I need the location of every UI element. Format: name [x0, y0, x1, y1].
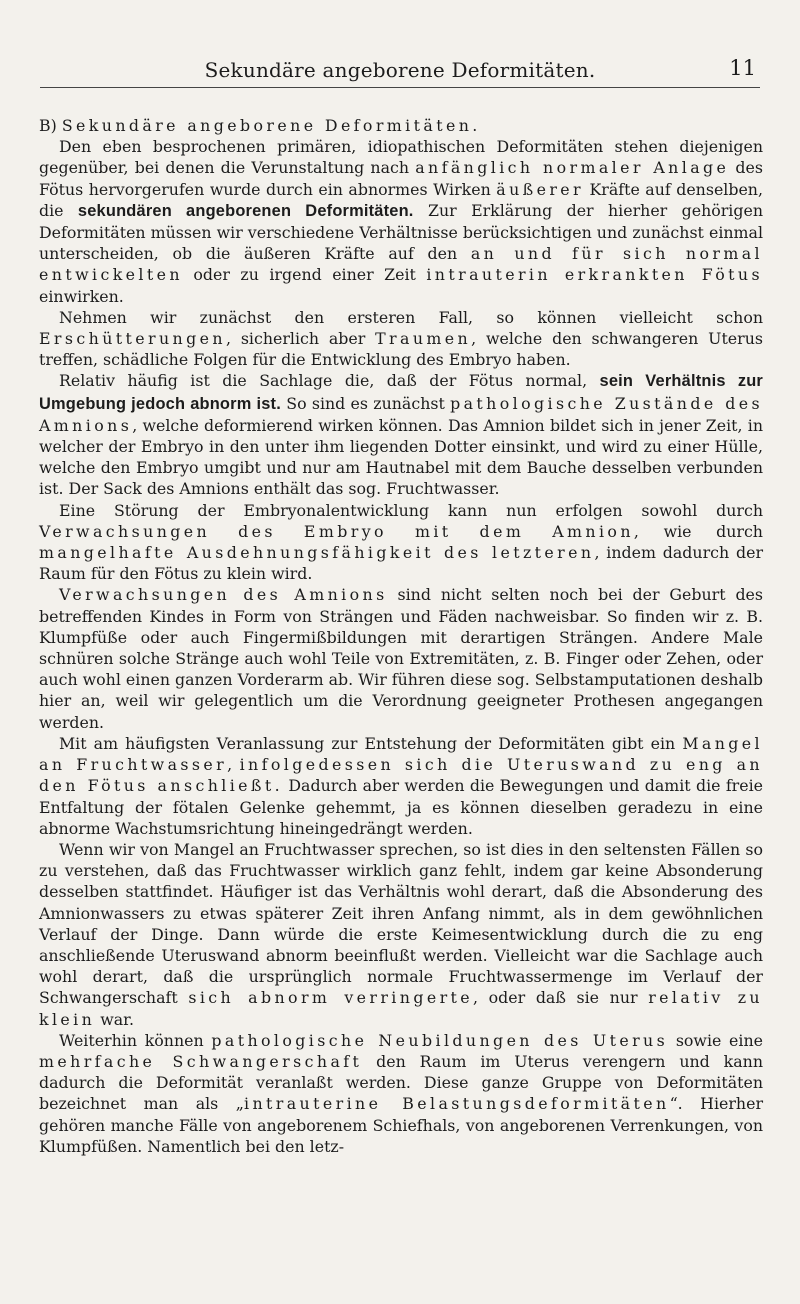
text-run: war. [95, 1009, 135, 1029]
text-run: sowie eine [668, 1030, 763, 1050]
text-run: “. Hierher gehören manche Fälle von angeborenem Schiefhals, von angeborenen Verrenkungen, von Klumpfüßen. Namentlich bei den letz- [39, 1094, 763, 1156]
spaced-emphasis: pathologische Zustände des Amnions [39, 393, 764, 435]
text-run: Wenn wir von Mangel an Fruchtwasser sprechen, so ist dies in den seltensten Fällen so zu verstehen, daß das Fruchtwasser wirklich ganz fehlt, indem gar keine Absonderung desselben stattfindet. Häufiger ist das Verhältnis wohl derart, daß die Absonderung des Amnionwassers zu etwas späterer Zeit ihren Anfang nimmt, als in dem gewöhnlichen Verlauf der Dinge. Dann würde die erste Keimesentwicklung durch die zu eng anschließende Uteruswand abnorm beeinflußt werden. Vielleicht war die Sachlage auch wohl derart, daß die ursprünglich normale Fruchtwassermenge im Verlauf der Schwangerschaft [39, 839, 763, 1008]
text-run: den Raum im Uterus verengern und kann dadurch die Deformität veranlaßt werden. Diese ganze Gruppe von Deformitäten bezeichnet man als „ [39, 1051, 763, 1114]
text-run: Kräfte auf denselben, die [39, 179, 764, 220]
section-heading [39, 115, 763, 136]
paragraph [39, 500, 763, 585]
text-run: , indem dadurch der Raum für den Fötus zu klein wird. [39, 543, 763, 584]
spaced-emphasis: pathologische Neubildungen des Uterus [211, 1030, 669, 1050]
text-run: des Fötus hervorgerufen wurde durch ein abnormes Wirken [39, 158, 763, 199]
text-run: , welche den schwangeren Uterus treffen, schädliche Folgen für die Entwicklung des Embryo haben. [39, 329, 763, 370]
page-number: 11 [729, 56, 756, 80]
header-rule [40, 87, 760, 88]
spaced-emphasis: mehrfache Schwangerschaft [39, 1051, 363, 1071]
text-run: Relativ häufig ist die Sachlage die, daß der Fötus normal, [59, 371, 600, 391]
spaced-emphasis: intrauterin erkrankten Fötus [426, 265, 763, 285]
spaced-emphasis: relativ zu klein [39, 988, 764, 1029]
spaced-emphasis: Verwachsungen des Amnions [59, 585, 388, 605]
paragraph [39, 307, 763, 371]
text-run: Weiterhin können [59, 1030, 212, 1050]
section-label: B) [39, 116, 57, 135]
text-run: Dadurch aber werden die Bewegungen und damit die freie Entfaltung der fötalen Gelenke gehemmt, ja es können dieselben geradezu in eine abnorme Wachstumsrichtung hineingedrängt werden. [39, 776, 763, 838]
paragraph [39, 370, 763, 499]
running-header [0, 58, 800, 90]
text-run: Mit am häufigsten Veranlassung zur Entstehung der Deformitäten gibt ein [59, 733, 683, 753]
spaced-emphasis: intrauterine Belastungsdeformitäten [244, 1094, 670, 1114]
spaced-emphasis: äußerer [496, 179, 584, 199]
text-run: , sicherlich aber [225, 329, 376, 349]
spaced-emphasis: sich abnorm verringerte [188, 988, 474, 1008]
text-run: , welche deformierend wirken können. Das Amnion bildet sich in jener Zeit, in welcher der Embryo in den unter ihm liegenden Dotter einsinkt, und wird zu einer Hülle, welche den Embryo umgibt und nur am Hautnabel mit dem Bauche desselben verbunden ist. Der Sack des Amnions enthält das sog. Fruchtwasser. [39, 415, 763, 499]
body-text [39, 115, 763, 1157]
spaced-emphasis: mangelhafte Ausdehnungsfähigkeit des letzteren [39, 543, 595, 563]
text-run: einwirken. [39, 286, 124, 306]
spaced-emphasis: Erschütterungen [39, 329, 226, 349]
text-run: oder zu irgend einer Zeit [182, 265, 427, 285]
text-run: So sind es zunächst [280, 393, 451, 413]
text-run: Zur Erklärung der hierher gehörigen Deformitäten müssen wir verschiedene Verhältnisse berücksichtigen und zunächst einmal unterscheiden, ob die äußeren Kräfte auf den [39, 200, 763, 264]
bold-emphasis: sein Verhältnis zur Umgebung jedoch abnorm ist. [39, 372, 763, 413]
text-run: sind nicht selten noch bei der Geburt des betreffenden Kindes in Form von Strängen und Fäden nachweisbar. So finden wir z. B. Klumpfüße oder auch Fingermißbildungen mit derartigen Strängen. Andere Male schnüren solche Stränge auch wohl Teile von Extremitäten, z. B. Finger oder Zehen, oder auch wohl einen ganzen Vorderarm ab. Wir führen diese sog. Selbstamputationen deshalb hier an, weil wir gelegentlich um die Verordnung geeigneter Prothesen angegangen werden. [39, 585, 764, 732]
paragraph [39, 733, 763, 839]
text-run: Nehmen wir zunächst den ersteren Fall, so können vielleicht schon [59, 307, 763, 327]
bold-emphasis: sekundären angeborenen Deformitäten. [77, 201, 414, 220]
text-run: , wie durch [633, 521, 763, 541]
text-run: Eine Störung der Embryonalentwicklung kann nun erfolgen sowohl durch [59, 500, 763, 520]
spaced-emphasis: Traumen [375, 329, 472, 349]
paragraph [39, 839, 763, 1030]
section-title: Sekundäre angeborene Deformitäten. [61, 116, 481, 135]
text-run: Den eben besprochenen primären, idiopathischen Deformitäten stehen diejenigen gegenüber, bei denen die Verunstaltung nach [39, 137, 763, 178]
running-title: Sekundäre angeborene Deformitäten. [204, 58, 596, 82]
text-run: , [227, 755, 240, 775]
paragraph [39, 584, 763, 732]
paragraph [39, 136, 763, 307]
spaced-emphasis: an und für sich normal entwickelten [39, 244, 763, 285]
spaced-emphasis: anfänglich normaler Anlage [415, 158, 730, 178]
text-run: , oder daß sie nur [473, 988, 649, 1008]
spaced-emphasis: Verwachsungen des Embryo mit dem Amnion [39, 521, 634, 541]
spaced-emphasis: Mangel an Fruchtwasser [39, 733, 763, 775]
paragraph [39, 1030, 763, 1157]
spaced-emphasis: infolgedessen sich die Uteruswand zu eng an den Fötus anschließt. [39, 755, 763, 796]
